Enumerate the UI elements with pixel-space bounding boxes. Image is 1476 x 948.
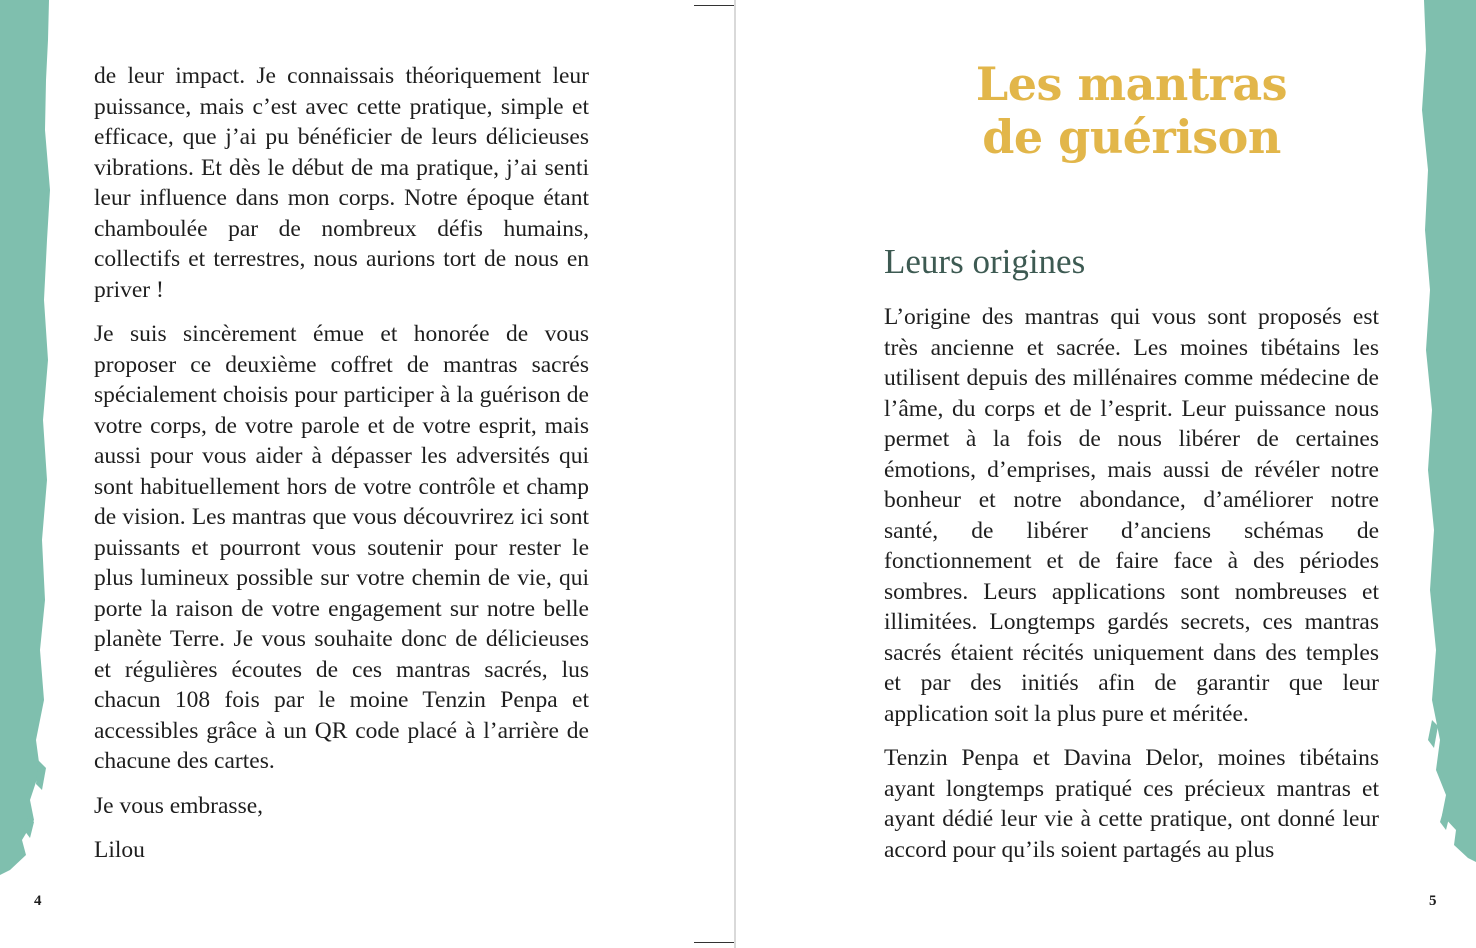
left-page [0, 0, 736, 948]
teal-brush-edge-right [1416, 0, 1476, 948]
right-body-text [884, 302, 1379, 879]
book-gutter [734, 0, 736, 948]
crop-mark-bottom-left [694, 942, 734, 943]
right-page [737, 0, 1476, 948]
crop-mark-top-left [694, 5, 734, 6]
chapter-title-line-2: de guérison [982, 110, 1281, 164]
right-paragraph-2: Tenzin Penpa et Davina Delor, moines tibétains ayant longtemps pratiqué ces précieux mantras et ayant dédié leur vie à cette pratique, ont donné leur accord pour qu’ils soient partagés au plus [884, 745, 1379, 863]
page-number-right: 5 [1429, 893, 1437, 909]
left-paragraph-3: Je vous embrasse, [94, 792, 264, 819]
left-body-text [94, 61, 589, 880]
chapter-title [884, 58, 1379, 164]
left-paragraph-2: Je suis sincèrement émue et honorée de vous proposer ce deuxième coffret de mantras sacrés spécialement choisis pour participer à la guérison de votre corps, de votre parole et de votre esprit, mais aussi pour vous aider à dépasser les adversités qui sont habituellement hors de votre contrôle et champ de vision. Les mantras que vous découvrirez ici sont puissants et pourront vous soutenir pour rester le plus lumineux possible sur votre chemin de vie, qui porte la raison de votre engagement sur notre belle planète Terre. Je vous souhaite donc de délicieuses et régulières écoutes de ces mantras sacrés, lus chacun 108 fois par le moine Tenzin Penpa et accessibles grâce à un QR code placé à l’arrière de chacune des cartes. [94, 321, 589, 774]
chapter-title-line-1: Les mantras [975, 57, 1288, 111]
left-signature: Lilou [94, 837, 145, 863]
page-number-left: 4 [34, 893, 42, 909]
right-paragraph-1: L’origine des mantras qui vous sont proposés est très ancienne et sacrée. Les moines tibétains les utilisent depuis des millénaires comme médecine de l’âme, du corps et de l’esprit. Leur puissance nous permet à la fois de nous libérer de certaines émotions, d’emprises, mais aussi de révéler notre bonheur et notre abondance, d’améliorer notre santé, de libérer d’anciens schémas de fonctionnement et de faire face à des périodes sombres. Leurs applications sont nombreuses et illimitées. Longtemps gardés secrets, ces mantras sacrés étaient récités uniquement dans des temples et par des initiés afin de garantir que leur application soit la plus pure et méritée. [884, 304, 1379, 727]
left-paragraph-1: de leur impact. Je connaissais théoriquement leur puissance, mais c’est avec cette pratique, simple et efficace, que j’ai pu bénéficier de leurs délicieuses vibrations. Et dès le début de ma pratique, j’ai senti leur influence dans mon corps. Notre époque étant chamboulée par de nombreux défis humains, collectifs et terrestres, nous aurions tort de nous en priver ! [94, 63, 589, 303]
teal-brush-edge-left [0, 0, 60, 948]
section-title: Leurs origines [884, 242, 1086, 281]
